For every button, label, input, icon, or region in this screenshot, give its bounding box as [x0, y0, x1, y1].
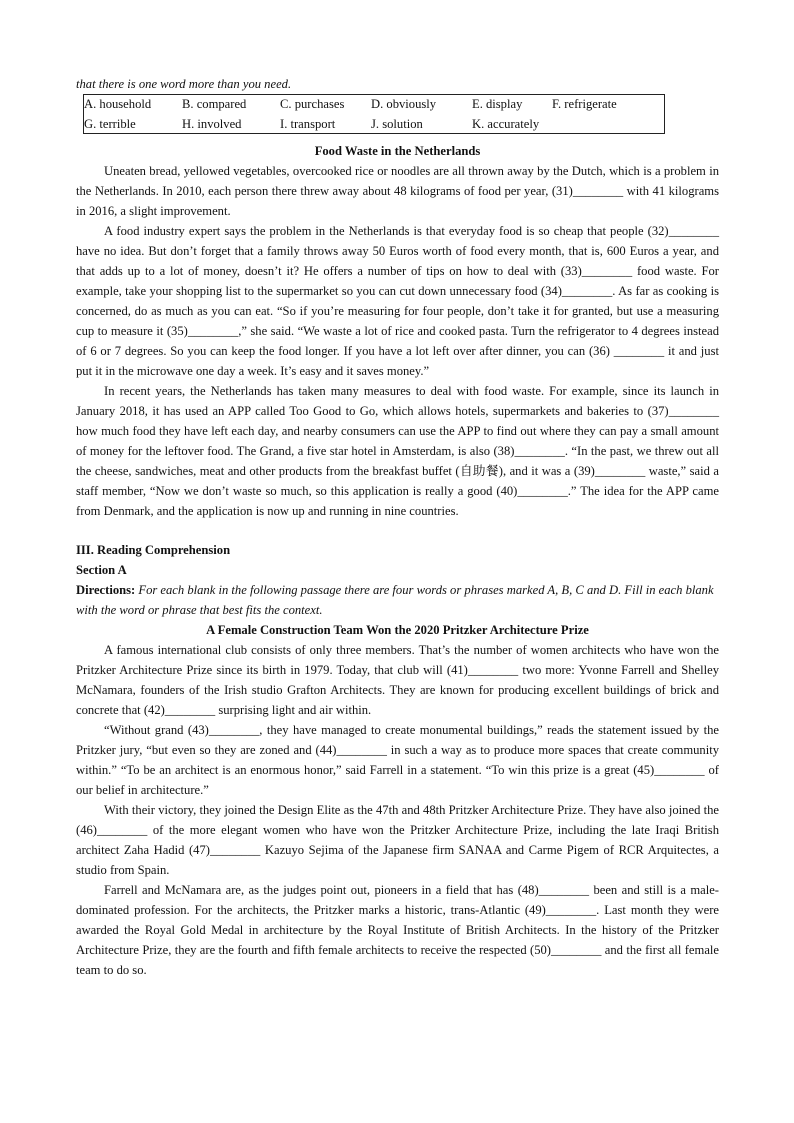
directions-text: For each blank in the following passage there are four words or phrases marked A, B, C and D. Fill in each blank with the word or phrase that best fits the context. — [76, 583, 714, 617]
word-bank-option: D. obviously — [371, 97, 437, 111]
passage-paragraph: With their victory, they joined the Design Elite as the 47th and 48th Pritzker Architecture Prize. They have also joined the (46)________ of the more elegant women who have won the Pritzker Architecture Prize, including the late Iraqi British architect Zaha Hadid (47)________ Kazuyo Sejima of the Japanese firm SANAA and Carme Pigem of RCR Arquitectes, a studio from Spain. — [76, 803, 719, 877]
section-subheading: Section A — [76, 563, 127, 577]
passage-paragraph: Uneaten bread, yellowed vegetables, overcooked rice or noodles are all thrown away by the Dutch, which is a problem in the Netherlands. In 2010, each person there threw away about 48 kilograms of food per year, (31)________ with 41 kilograms in 2016, a slight improvement. — [76, 164, 719, 218]
word-bank-option: K. accurately — [472, 117, 540, 131]
word-bank-option: I. transport — [280, 117, 336, 131]
word-bank — [83, 94, 665, 134]
passage-paragraph: A food industry expert says the problem in the Netherlands is that everyday food is so cheap that people (32)________ have no idea. But don’t forget that a family throws away 50 Euros worth of food every month, that is, 600 Euros a year, and that adds up to a lot of money, doesn’t it? He offers a number of tips on how to deal with (33)________ food waste. For example, take your shopping list to the supermarket so you can cut down unnecessary food (34)________. As far as cooking is concerned, do as much as you can eat. “So if you’re measuring for four people, don’t take it for granted, but use a measuring cup to measure it (35)________,” she said. “We waste a lot of rice and cooked pasta. Turn the refrigerator to 4 degrees instead of 6 or 7 degrees. So you can keep the food longer. If you have a lot left over after dinner, you can (36) ________ it and just put it in the microwave one day a week. It’s easy and it saves money.” — [76, 224, 719, 378]
passage-paragraph: “Without grand (43)________, they have managed to create monumental buildings,” reads the statement issued by the Pritzker jury, “but even so they are zoned and (44)________ in such a way as to produce more spaces that create community within.” “To be an architect is an enormous honor,” said Farrell in a statement. “To win this prize is a great (45)________ of our belief in architecture.” — [76, 723, 719, 797]
passage-paragraph: Farrell and McNamara are, as the judges point out, pioneers in a field that has (48)________ been and still is a male-dominated profession. For the architects, the Pritzker marks a historic, trans-Atlantic (49)________. Last month they were awarded the Royal Gold Medal in architecture by the Royal Institute of British Architects. In the history of the Pritzker Architecture Prize, they are the fourth and fifth female architects to receive the respected (50)________ and the first all female team to do so. — [76, 883, 719, 977]
word-bank-option: J. solution — [371, 117, 423, 131]
word-bank-option: C. purchases — [280, 97, 345, 111]
worksheet-page — [76, 74, 719, 980]
passage-title: A Female Construction Team Won the 2020 Pritzker Architecture Prize — [206, 623, 589, 637]
directions — [76, 580, 719, 620]
word-bank-option: H. involved — [182, 117, 242, 131]
passage-paragraph: In recent years, the Netherlands has taken many measures to deal with food waste. For example, since its launch in January 2018, it has used an APP called Too Good to Go, which allows hotels, supermarkets and bakeries to (37)________ how much food they have left each day, and nearby consumers can use the APP to find out where they can pay a small amount of money for the leftover food. The Grand, a five star hotel in Amsterdam, is also (38)________. “In the past, we threw out all the cheese, sandwiches, meat and other products from the breakfast buffet (自助餐), and it was a (39)________ waste,” said a staff member, “Now we don’t waste so much, so this application is really a good (40)________.” The idea for the APP came from Denmark, and the application is now up and running in nine countries. — [76, 384, 719, 518]
directions-label: Directions: — [76, 583, 136, 597]
word-bank-option: G. terrible — [84, 117, 136, 131]
word-bank-option: A. household — [84, 97, 152, 111]
section-heading: III. Reading Comprehension — [76, 543, 231, 557]
word-bank-option: B. compared — [182, 97, 247, 111]
word-bank-option: E. display — [472, 97, 523, 111]
passage-title: Food Waste in the Netherlands — [314, 144, 481, 158]
passage-paragraph: A famous international club consists of only three members. That’s the number of women architects who have won the Pritzker Architecture Prize since its birth in 1979. Today, that club will (41)________ two more: Yvonne Farrell and Shelley McNamara, founders of the Irish studio Grafton Architects. They are known for producing excellent buildings of brick and concrete that (42)________ surprising light and air within. — [76, 643, 719, 717]
section-spacer — [76, 521, 719, 540]
instruction-fragment: that there is one word more than you need. — [76, 77, 292, 91]
word-bank-option: F. refrigerate — [552, 97, 617, 111]
